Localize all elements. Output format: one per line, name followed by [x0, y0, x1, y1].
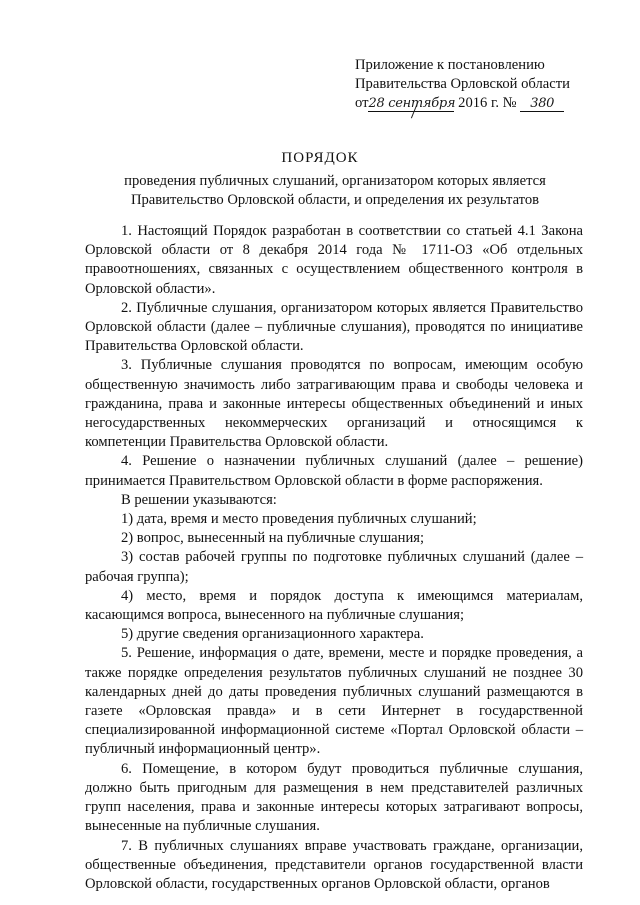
list-item-5: 5) другие сведения организационного характера.	[121, 626, 424, 643]
list-item-1: 1) дата, время и место проведения публичных слушаний;	[121, 511, 477, 528]
subtitle-line: Правительство Орловской области, и определения их результатов	[130, 192, 540, 208]
number-fill-line	[520, 96, 564, 112]
header-line-2: Правительства Орловской области	[355, 76, 570, 92]
date-prefix: от	[355, 95, 369, 111]
date-fill-line	[368, 96, 454, 112]
paragraph-2: 2. Публичные слушания, организатором которых является Правительство Орловской области (далее – публичные слушания), проводятся по инициативе Правительства Орловской области.	[85, 299, 583, 355]
document-subtitle	[85, 172, 585, 210]
list-item-3: 3) состав рабочей группы по подготовке публичных слушаний (далее – рабочая группа);	[85, 549, 583, 585]
document-body	[85, 222, 583, 894]
paragraph-5: 5. Решение, информация о дате, времени, месте и порядке проведения, а также порядке определения результатов публичных слушаний не позднее 30 календарных дней до даты проведения публичных слушаний размещаются в газете «Орловская правда» и в сети Интернет в государственной специализированной информационной системе «Портал Орловской области – публичный информационный центр».	[85, 645, 583, 758]
approval-header	[355, 56, 615, 113]
paragraph-7: 7. В публичных слушаниях вправе участвовать граждане, организации, общественные объединения, представители органов государственной власти Орловской области, государственных органов Орловской области, органов	[85, 837, 583, 892]
header-line-1: Приложение к постановлению	[355, 57, 545, 73]
document-title: ПОРЯДОК	[281, 150, 359, 166]
handwritten-number: 380	[530, 96, 555, 111]
paragraph-6: 6. Помещение, в котором будут проводиться публичные слушания, должно быть пригодным для размещения в нем представителей различных групп населения, права и законные интересы которых затрагивают вопросы, вынесенные на публичные слушания.	[85, 760, 583, 835]
list-item-4: 4) место, время и порядок доступа к имеющимся материалам, касающимся вопроса, вынесенного на публичные слушания;	[85, 587, 583, 624]
header-date-line	[355, 94, 615, 113]
paragraph-1: 1. Настоящий Порядок разработан в соответствии со статьей 4.1 Закона Орловской области от 8 декабря 2014 года № 1711-ОЗ «Об отдельных правоотношениях, связанных с осуществлением общественного контроля в Орловской области».	[85, 223, 583, 297]
list-item-2: 2) вопрос, вынесенный на публичные слушания;	[121, 530, 425, 547]
paragraph-3: 3. Публичные слушания проводятся по вопросам, имеющим особую общественную значимость либо затрагивающим права и свободы человека и гражданина, права и законные интересы общественных объединений и иных негосударственных некоммерческих организаций и относящимся к компетенции Правительства Орловской области.	[85, 357, 583, 451]
subtitle-line: проведения публичных слушаний, организатором которых является	[124, 173, 546, 189]
paragraph-4: 4. Решение о назначении публичных слушаний (далее – решение) принимается Правительством Орловской области в форме распоряжения.	[85, 453, 583, 489]
decision-contents-intro: В решении указываются:	[121, 491, 277, 508]
year-text: 2016 г. №	[458, 95, 517, 111]
handwritten-date: 28 сентября	[368, 96, 456, 111]
